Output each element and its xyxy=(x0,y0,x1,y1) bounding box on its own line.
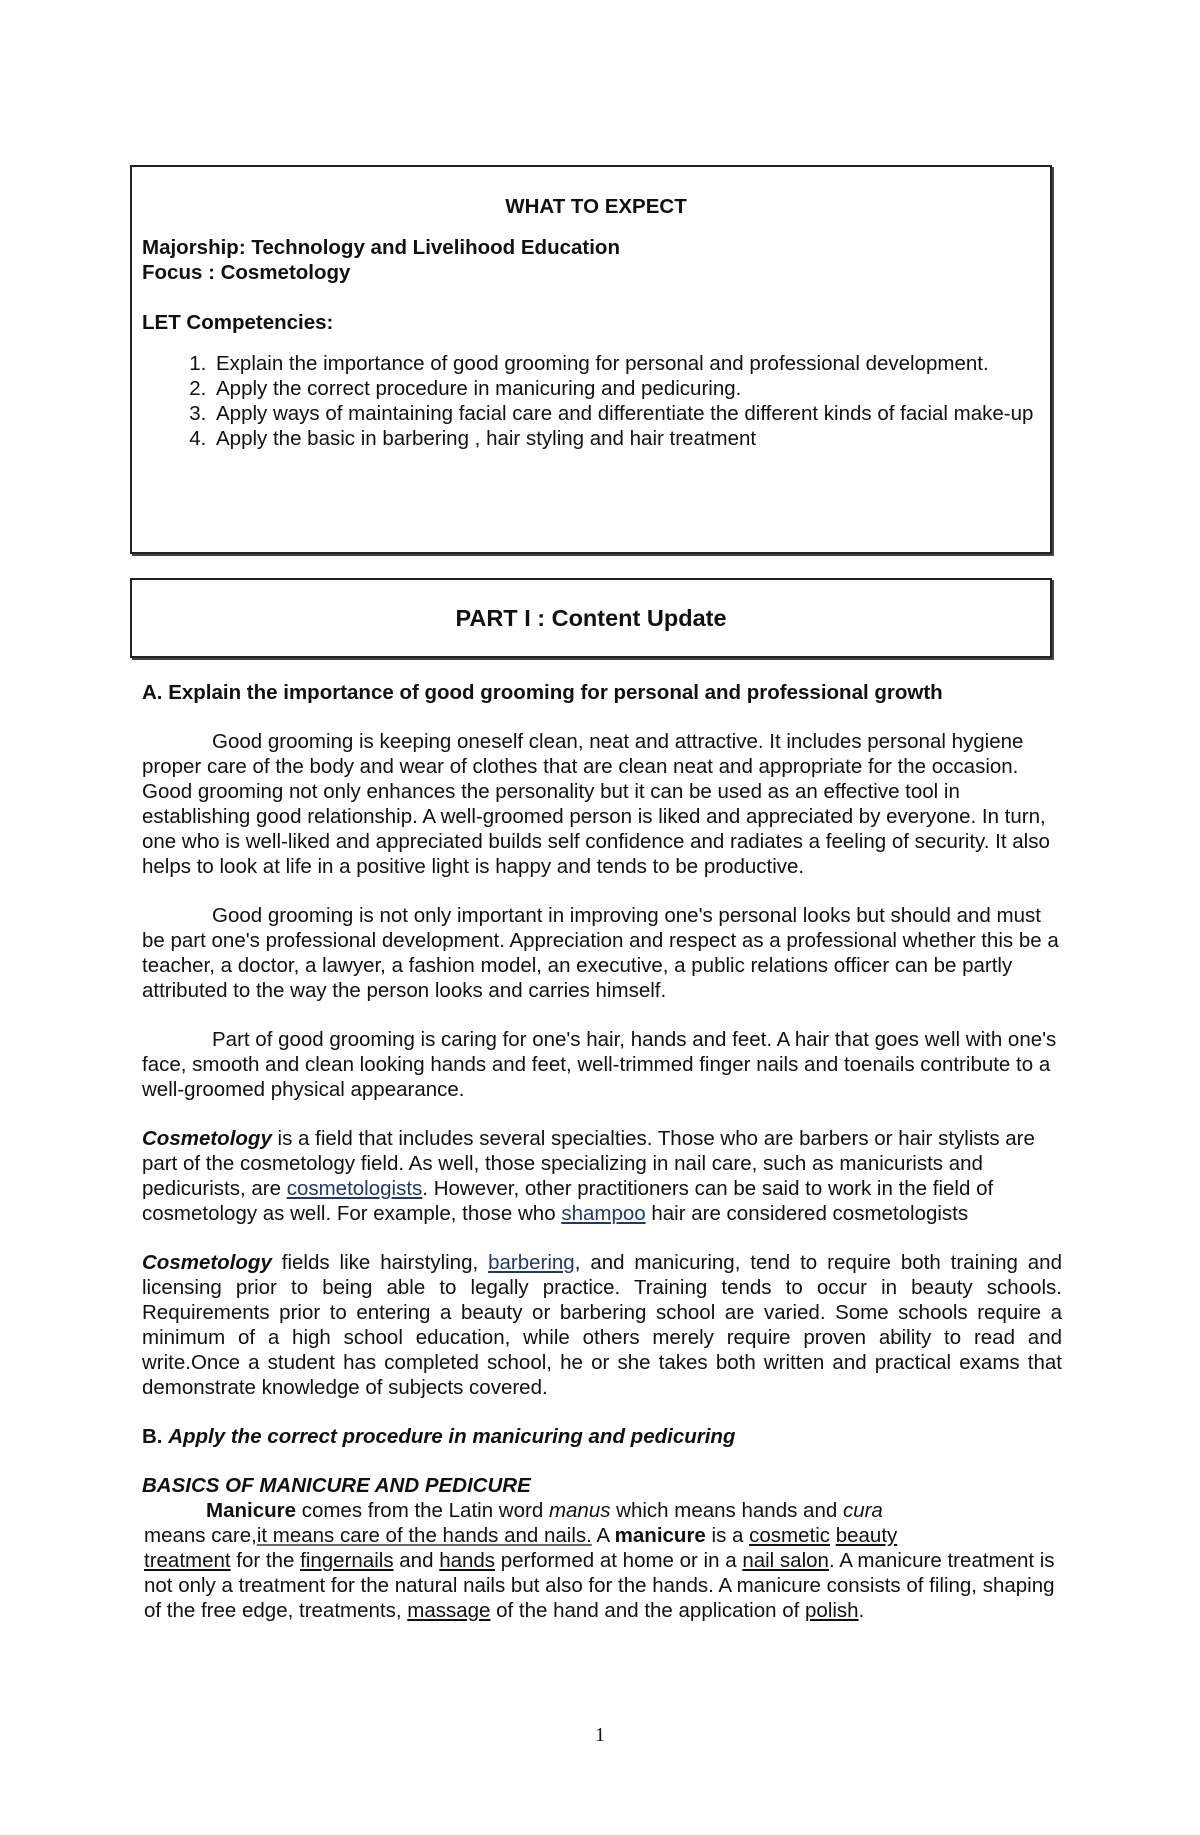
paragraph-4: Cosmetology is a field that includes several specialties. Those who are barbers or hair stylists are part of the cosmetology field. As well, those specializing in nail care, such as manicurists and pedicurists, are cosmetologists. However, other practitioners can be said to work in the field of cosmetology as well. For example, those who shampoo hair are considered cosmetologists xyxy=(142,1127,1035,1225)
nail-salon-link[interactable]: nail salon xyxy=(742,1549,829,1572)
focus-line: Focus : Cosmetology xyxy=(142,261,351,284)
massage-link[interactable]: massage xyxy=(407,1599,491,1622)
section-b-heading: B. Apply the correct procedure in manicuring and pedicuring xyxy=(142,1425,736,1448)
polish-link[interactable]: polish xyxy=(805,1599,859,1622)
manicure-paragraph: Manicure comes from the Latin word manus which means hands and cura means care,it means care of the hands and nails. A manicure is a cosmetic beauty treatment for the fingernails and hands performed at home or in a nail salon. A manicure treatment is not only a treatment for the natural nails but also for the hands. A manicure consists of filing, shaping of the free edge, treatments, massage of the hand and the application of polish. xyxy=(144,1499,1055,1622)
paragraph-2: Good grooming is not only important in improving one's personal looks but should and must be part one's professional development. Appreciation and respect as a professional whether this be a teacher, a doctor, a lawyer, a fashion model, an executive, a public relations officer can be partly attributed to the way the person looks and carries himself. xyxy=(142,904,1059,1002)
beauty-link[interactable]: beauty xyxy=(835,1524,898,1547)
majorship-line: Majorship: Technology and Livelihood Education xyxy=(142,236,620,259)
what-to-expect-title: WHAT TO EXPECT xyxy=(505,195,687,218)
competencies-list xyxy=(142,351,1050,451)
part-one-title: PART I : Content Update xyxy=(455,605,727,631)
competencies-label: LET Competencies: xyxy=(142,311,334,334)
basics-subheading: BASICS OF MANICURE AND PEDICURE xyxy=(142,1474,531,1497)
part-one-box xyxy=(130,578,1052,658)
fingernails-link[interactable]: fingernails xyxy=(300,1549,394,1572)
cosmetologists-link[interactable]: cosmetologists xyxy=(286,1177,423,1200)
cosmetology-term: Cosmetology xyxy=(142,1127,272,1150)
competency-item: 1. Explain the importance of good grooming for personal and professional development. xyxy=(212,351,1050,376)
what-to-expect-box xyxy=(130,165,1052,554)
paragraph-3: Part of good grooming is caring for one's hair, hands and feet. A hair that goes well with one's face, smooth and clean looking hands and feet, well-trimmed finger nails and toenails contribute to a well-groomed physical appearance. xyxy=(142,1028,1057,1101)
cosmetology-term: Cosmetology xyxy=(142,1251,272,1274)
cosmetic-link[interactable]: cosmetic xyxy=(749,1524,831,1547)
page-number: 1 xyxy=(595,1724,605,1746)
shampoo-link[interactable]: shampoo xyxy=(561,1202,646,1225)
content-body xyxy=(142,680,1062,1623)
paragraph-5: Cosmetology fields like hairstyling, barbering, and manicuring, tend to require both training and licensing prior to being able to legally practice. Training tends to occur in beauty schools. Requirements prior to entering a beauty or barbering school are varied. Some schools require a minimum of a high school education, while others merely require proven ability to read and write.Once a student has completed school, he or she takes both written and practical exams that demonstrate knowledge of subjects covered. xyxy=(142,1251,1062,1399)
competency-item: 4. Apply the basic in barbering , hair styling and hair treatment xyxy=(212,426,1050,451)
section-a-heading: A. Explain the importance of good grooming for personal and professional growth xyxy=(142,681,943,704)
paragraph-1: Good grooming is keeping oneself clean, neat and attractive. It includes personal hygiene proper care of the body and wear of clothes that are clean neat and appropriate for the occasion. Good grooming not only enhances the personality but it can be used as an effective tool in establishing good relationship. A well-groomed person is liked and appreciated by everyone. In turn, one who is well-liked and appreciated builds self confidence and radiates a feeling of security. It also helps to look at life in a positive light is happy and tends to be productive. xyxy=(142,730,1050,878)
competency-item: 3. Apply ways of maintaining facial care and differentiate the different kinds of facial make-up xyxy=(212,401,1050,426)
hands-link[interactable]: hands xyxy=(439,1549,496,1572)
barbering-link[interactable]: barbering xyxy=(488,1251,575,1274)
treatment-link[interactable]: treatment xyxy=(144,1549,231,1572)
competency-item: 2. Apply the correct procedure in manicuring and pedicuring. xyxy=(212,376,1050,401)
